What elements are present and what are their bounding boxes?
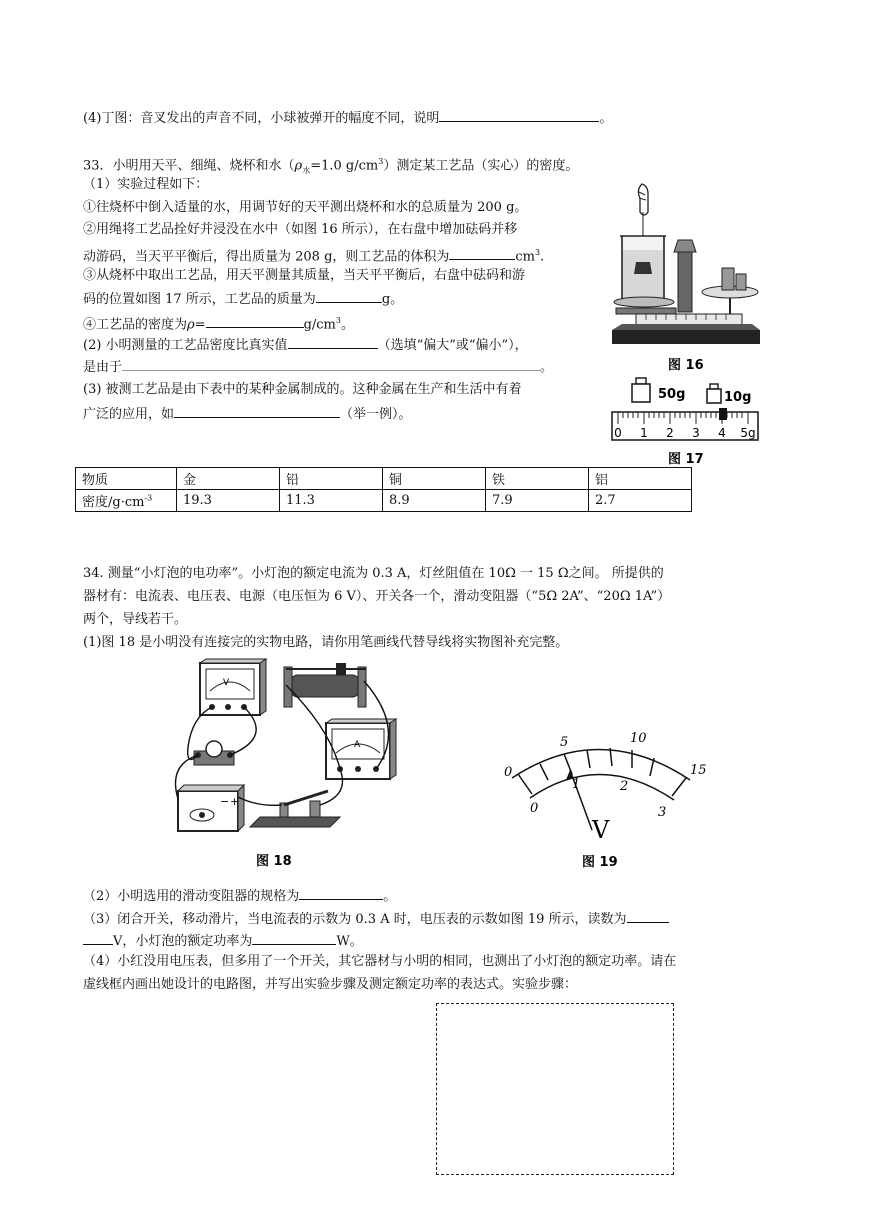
ammeter-icon (326, 719, 396, 779)
voltmeter-icon (200, 659, 266, 715)
figure-18-circuit (160, 655, 460, 875)
svg-text:1: 1 (572, 777, 581, 792)
svg-text:2: 2 (620, 779, 629, 794)
q33-intro: 33．小明用天平、细绳、烧杯和水（$\rho_水=1.0$ $g/cm^3$）测定某工艺品（实心）的密度。 (83, 157, 579, 175)
figure-19-caption: 图 19 (582, 855, 618, 870)
svg-text:50g: 50g (658, 387, 686, 402)
svg-text:2: 2 (666, 426, 674, 440)
weight-50g-icon (632, 378, 650, 402)
q33-step2a: ②用绳将工艺品拴好并浸没在水中（如图 16 所示），在右盘中增加砝码并移 (83, 222, 518, 237)
q33-step3b: 码的位置如图 17 所示，工艺品的质量为 g。 (83, 288, 403, 310)
svg-text:0: 0 (530, 801, 539, 816)
svg-text:A: A (354, 740, 361, 750)
density-table (75, 467, 692, 512)
svg-text:3: 3 (692, 426, 700, 440)
figure-16-balance (606, 180, 766, 376)
volume-blank[interactable] (449, 245, 515, 260)
q33-part2-reason: 是由于 。 (83, 356, 553, 378)
q34-part3: （3）闭合开关，移动滑片，当电流表的示数为 0.3 A 时，电压表的示数如图 19 所示，读数为 (83, 908, 669, 930)
figure-17-caption: 图 17 (668, 452, 704, 467)
figure-18-caption: 图 18 (256, 854, 292, 869)
reason-blank[interactable] (122, 356, 540, 371)
battery-box-icon (178, 785, 244, 831)
q34-part2: （2）小明选用的滑动变阻器的规格为 。 (83, 885, 396, 907)
figure-16-caption: 图 16 (668, 358, 704, 373)
q33-part1-title: （1）实验过程如下： (83, 177, 209, 192)
svg-text:10g: 10g (724, 390, 752, 405)
q34-part4b: 虚线框内画出她设计的电路图，并写出实验步骤及测定额定功率的表达式。实验步骤： (83, 977, 578, 992)
svg-text:3: 3 (658, 805, 667, 820)
svg-text:4: 4 (718, 426, 726, 440)
svg-text:−: − (220, 795, 230, 808)
q33-step4: ④工艺品的密度为$\rho= g/cm^3$。 (83, 311, 354, 335)
q33-part3b: 广泛的应用，如 （举一例）。 (83, 403, 412, 425)
table-header-row: 物质 金 铅 铜 铁 铝 (76, 468, 692, 490)
weight-10g-icon (707, 384, 721, 403)
svg-text:15: 15 (690, 763, 707, 778)
rheostat-icon (284, 663, 366, 707)
svg-text:5: 5 (560, 735, 569, 750)
svg-text:0: 0 (504, 765, 513, 780)
voltage-blank[interactable] (627, 908, 669, 923)
q33-step2b: 动游码，当天平平衡后，得出质量为 208 g，则工艺品的体积为 $cm^3$. (83, 243, 544, 267)
q34-line2: 器材有：电流表、电压表、电源（电压恒为 6 V）、开关各一个，滑动变阻器（“5Ω 2A”、“20Ω 1A”） (83, 589, 671, 604)
figure-17-weights (606, 376, 766, 468)
svg-text:+: + (230, 795, 240, 808)
power-blank[interactable] (252, 930, 336, 945)
mass-blank[interactable] (316, 288, 382, 303)
table-row: 密度$/g\cdot cm^{-3}$ 19.3 11.3 8.9 7.9 2.7 (76, 490, 692, 512)
rheostat-spec-blank[interactable] (299, 885, 383, 900)
q34-line3: 两个，导线若干。 (83, 612, 188, 627)
voltage-blank-cont[interactable] (83, 930, 113, 945)
lamp-icon (194, 741, 234, 765)
q33-part2: (2) 小明测量的工艺品密度比真实值 （选填“偏大”或“偏小”）， (83, 334, 528, 356)
bias-blank[interactable] (288, 334, 378, 349)
q34-part4a: （4）小红没用电压表，但多用了一个开关，其它器材与小明的相同，也测出了小灯泡的额定功率。请在 (83, 954, 677, 969)
q33-step1: ①往烧杯中倒入适量的水，用调节好的天平测出烧杯和水的总质量为 200 g。 (83, 200, 528, 215)
q32-item4: (4)丁图：音叉发出的声音不同，小球被弹开的幅度不同，说明 。 (83, 107, 612, 129)
svg-text:1: 1 (640, 426, 648, 440)
figure-19-voltmeter-dial (490, 720, 720, 870)
svg-text:V: V (592, 816, 610, 844)
svg-text:10: 10 (630, 731, 647, 746)
density-blank[interactable] (206, 313, 304, 328)
switch-icon (250, 791, 340, 827)
q33-part3a: (3) 被测工艺品是由下表中的某种金属制成的。这种金属在生产和生活中有着 (83, 382, 522, 397)
application-blank[interactable] (174, 403, 340, 418)
svg-text:5g: 5g (740, 426, 756, 440)
q34-part3-cont: V，小灯泡的额定功率为 W。 (83, 930, 363, 952)
circuit-drawing-box[interactable] (436, 1003, 674, 1175)
q33-step3a: ③从烧杯中取出工艺品，用天平测量其质量，当天平平衡后，右盘中砝码和游 (83, 268, 526, 283)
q34-part1: (1)图 18 是小明没有连接完的实物电路，请你用笔画线代替导线将实物图补充完整。 (83, 635, 569, 650)
q34-line1: 34. 测量“小灯泡的电功率”。小灯泡的额定电流为 0.3 A，灯丝阻值在 10Ω 一 15 Ω之间。 所提供的 (83, 566, 664, 581)
rider-icon (719, 408, 727, 420)
answer-blank[interactable] (439, 107, 599, 122)
svg-text:0: 0 (614, 426, 622, 440)
svg-text:V: V (223, 678, 230, 688)
